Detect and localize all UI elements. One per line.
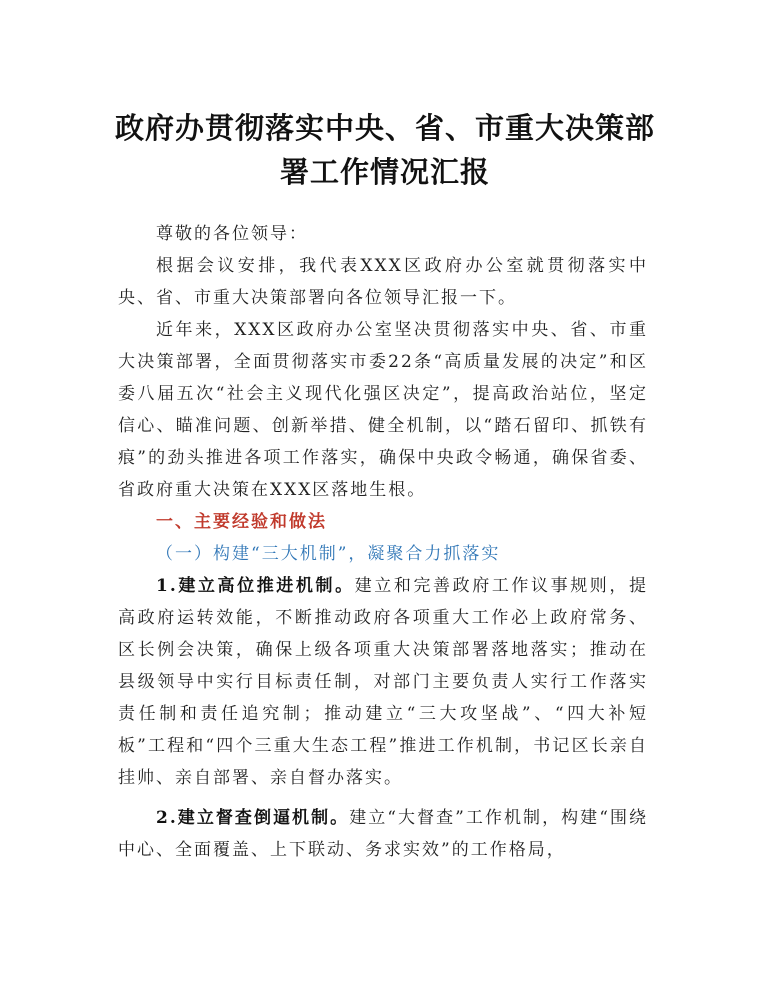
item-2 — [118, 802, 648, 866]
item-1-text: 建立和完善政府工作议事规则，提高政府运转效能，不断推动政府各项重大工作必上政府常务、区长例会决策，确保上级各项重大决策部署落地落实；推动在县级领导中实行目标责任制，对部门主要负责人实行工作落实责任制和责任追究制；推动建立“三大攻坚战”、“四大补短板”工程和“四个三重大生态工程”推进工作机制，书记区长亲自挂帅、亲自部署、亲自督办落实。 — [118, 576, 648, 788]
title-line-2: 署工作情况汇报 — [279, 155, 490, 189]
paragraph-1: 根据会议安排，我代表XXX区政府办公室就贯彻落实中央、省、市重大决策部署向各位领导汇报一下。 — [118, 256, 648, 308]
item-1-lead: 1.建立高位推进机制。 — [156, 576, 355, 596]
paragraph-2: 近年来，XXX区政府办公室坚决贯彻落实中央、省、市重大决策部署，全面贯彻落实市委22条“高质量发展的决定”和区委八届五次“社会主义现代化强区决定”，提高政治站位，坚定信心、瞄准问题、创新举措、健全机制，以“踏石留印、抓铁有痕”的劲头推进各项工作落实，确保中央政令畅通，确保省委、省政府重大决策在XXX区落地生根。 — [118, 320, 648, 500]
item-1 — [118, 570, 648, 794]
item-2-text: 建立“大督查”工作机制，构建“围绕中心、全面覆盖、上下联动、务求实效”的工作格局， — [118, 808, 648, 860]
subsection-heading-1: （一）构建“三大机制”，凝聚合力抓落实 — [156, 544, 501, 564]
item-2-lead: 2.建立督查倒逼机制。 — [156, 808, 350, 828]
document-title — [110, 106, 660, 194]
document-body — [118, 218, 648, 866]
section-heading-1: 一、主要经验和做法 — [156, 512, 327, 532]
salutation: 尊敬的各位领导： — [156, 224, 308, 244]
title-line-1: 政府办贯彻落实中央、省、市重大决策部 — [114, 111, 655, 145]
